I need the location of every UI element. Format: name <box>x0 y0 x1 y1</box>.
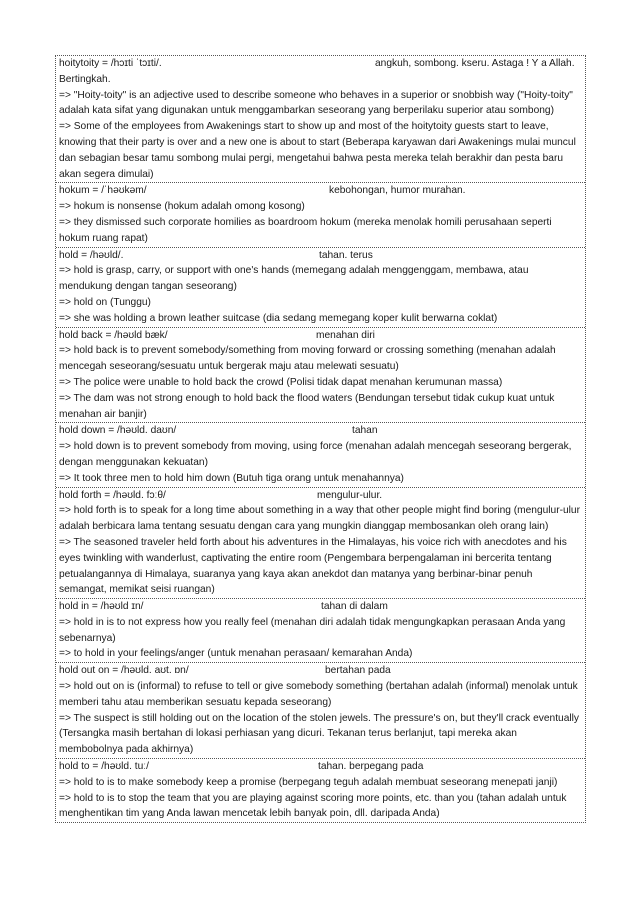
entry-line: => hold to is to stop the team that you are playing against scoring more points, etc. than you (tahan adalah untuk menghentikan tim yang Anda lawan mencetak lebih banyak poin, dll. daripada Anda) <box>59 792 567 820</box>
glossary-entry <box>56 56 585 183</box>
entry-line: => Some of the employees from Awakenings start to show up and most of the hoitytoity guests start to leave, knowing that their party is over and a new one is about to start (Beberapa karyawan dari Awakenings mulai muncul dan sebagian besar tamu sombong mulai pergi, mengetahui bahwa pesta mereka telah berakhir dan pesta baru akan segera dimulai) <box>59 121 576 180</box>
entry-term: hokum = /ˈhəʊkəm/ <box>59 185 147 197</box>
glossary-entry <box>56 488 585 600</box>
entry-line: => hold on (Tunggu) <box>59 296 151 308</box>
entry-line: => The dam was not strong enough to hold back the flood waters (Bendungan tersebut tidak cukup kuat untuk menahan air banjir) <box>59 392 555 420</box>
entry-line: => hold out on is (informal) to refuse to tell or give somebody something (bertahan adalah (informal) menolak untuk memberi tahu atau memberikan sesuatu kepada seseorang) <box>59 681 578 708</box>
entry-line: => It took three men to hold him down (Butuh tiga orang untuk menahannya) <box>59 472 404 484</box>
entry-header <box>59 423 582 439</box>
entry-header <box>59 759 582 775</box>
entry-line: => hold is grasp, carry, or support with one's hands (memegang adalah menggenggam, membawa, atau mendukung dengan tangan seseorang) <box>59 265 529 293</box>
entry-line: => hold in is to not express how you really feel (menahan diri adalah tidak mengungkapkan perasaan Anda yang sebenarnya) <box>59 616 566 644</box>
entry-header <box>59 488 582 504</box>
entry-meaning: tahan di dalam <box>321 601 388 613</box>
glossary-entry <box>56 183 585 247</box>
entry-meaning: mengulur-ulur. <box>317 489 383 501</box>
entry-term: hold to = /həʊld. tuː/ <box>59 761 149 773</box>
entry-header <box>59 663 582 679</box>
entry-term: hold out on = /həʊld. aʊt. ɒn/ <box>59 665 189 677</box>
entry-line: => to hold in your feelings/anger (untuk menahan perasaan/ kemarahan Anda) <box>59 648 413 660</box>
entry-term: hold back = /həʊld bæk/ <box>59 329 168 341</box>
entry-meaning: kebohongan, humor murahan. <box>329 185 466 197</box>
entry-meaning: tahan. terus <box>319 249 373 261</box>
entry-meaning: menahan diri <box>316 329 375 341</box>
entry-meaning-continuation: Bertingkah. <box>59 73 111 85</box>
entry-header <box>59 328 582 344</box>
glossary-page <box>55 55 586 823</box>
entry-line: => she was holding a brown leather suitcase (dia sedang memegang koper kulit berwarna coklat) <box>59 312 498 324</box>
glossary-entry <box>56 663 585 759</box>
glossary-entry <box>56 328 585 424</box>
entry-meaning: angkuh, sombong. kseru. Astaga ! Y a Allah. <box>375 58 575 69</box>
entry-term: hoitytoity = /hɔɪti ˈtɔɪti/. <box>59 58 162 69</box>
entry-line: => "Hoity-toity" is an adjective used to describe someone who behaves in a superior or snobbish way ("Hoity-toity" adalah kata sifat yang digunakan untuk menggambarkan seseorang yang berperilaku superior atau sombong) <box>59 89 573 117</box>
entry-term: hold in = /həʊld ɪn/ <box>59 601 144 613</box>
glossary-entry <box>56 248 585 328</box>
entry-term: hold down = /həʊld. daʊn/ <box>59 425 177 437</box>
entry-meaning: tahan <box>352 425 378 437</box>
entry-line: => The suspect is still holding out on the location of the stolen jewels. The pressure's on, but they'll crack eventually (Tersangka masih bertahan di lokasi perhiasan yang dicuri. Tekanan terus berlanjut, tapi mereka akan membobolnya pada akhirnya) <box>59 712 579 756</box>
entry-line: => hold down is to prevent somebody from moving, using force (menahan adalah mencegah seseorang bergerak, dengan menggunakan kekuatan) <box>59 441 572 468</box>
entry-line: => they dismissed such corporate homilies as boardroom hokum (mereka menolak homili perusahaan seperti hokum ruang rapat) <box>59 216 552 244</box>
entry-line: => hold forth is to speak for a long time about something in a way that other people might find boring (mengulur-ulur adalah berbicara lama tentang sesuatu dengan cara yang mungkin dianggap membosankan oleh orang lain) <box>59 505 580 533</box>
entry-meaning: tahan. berpegang pada <box>318 761 424 773</box>
entry-header <box>59 183 582 199</box>
entry-header <box>59 56 582 72</box>
entry-line: => hold back is to prevent somebody/something from moving forward or crossing something (menahan adalah mencegah seseorang/sesuatu untuk bergerak maju atau melewati sesuatu) <box>59 345 556 373</box>
entry-line: => hold to is to make somebody keep a promise (berpegang teguh adalah membuat seseorang menepati janji) <box>59 776 558 788</box>
entry-meaning: bertahan pada <box>325 665 391 677</box>
entry-header <box>59 599 582 615</box>
glossary-entry <box>56 759 585 822</box>
glossary-entry <box>56 423 585 487</box>
entry-header <box>59 248 582 264</box>
entry-term: hold forth = /həʊld. fɔːθ/ <box>59 489 166 501</box>
entry-line: => The seasoned traveler held forth about his adventures in the Himalayas, his voice rich with anecdotes and his eyes twinkling with wanderlust, captivating the entire room (Pengembara berpengalaman ini bercerita tentang petualangannya di Himalaya, suaranya yang kaya akan anekdot dan matanya yang berbinar-binar penuh semangat, memikat seisi ruangan) <box>59 536 567 596</box>
entry-line: => hokum is nonsense (hokum adalah omong kosong) <box>59 201 305 213</box>
glossary-entry <box>56 599 585 663</box>
entry-line: => The police were unable to hold back the crowd (Polisi tidak dapat menahan kerumunan massa) <box>59 376 503 388</box>
entry-term: hold = /həʊld/. <box>59 249 124 261</box>
